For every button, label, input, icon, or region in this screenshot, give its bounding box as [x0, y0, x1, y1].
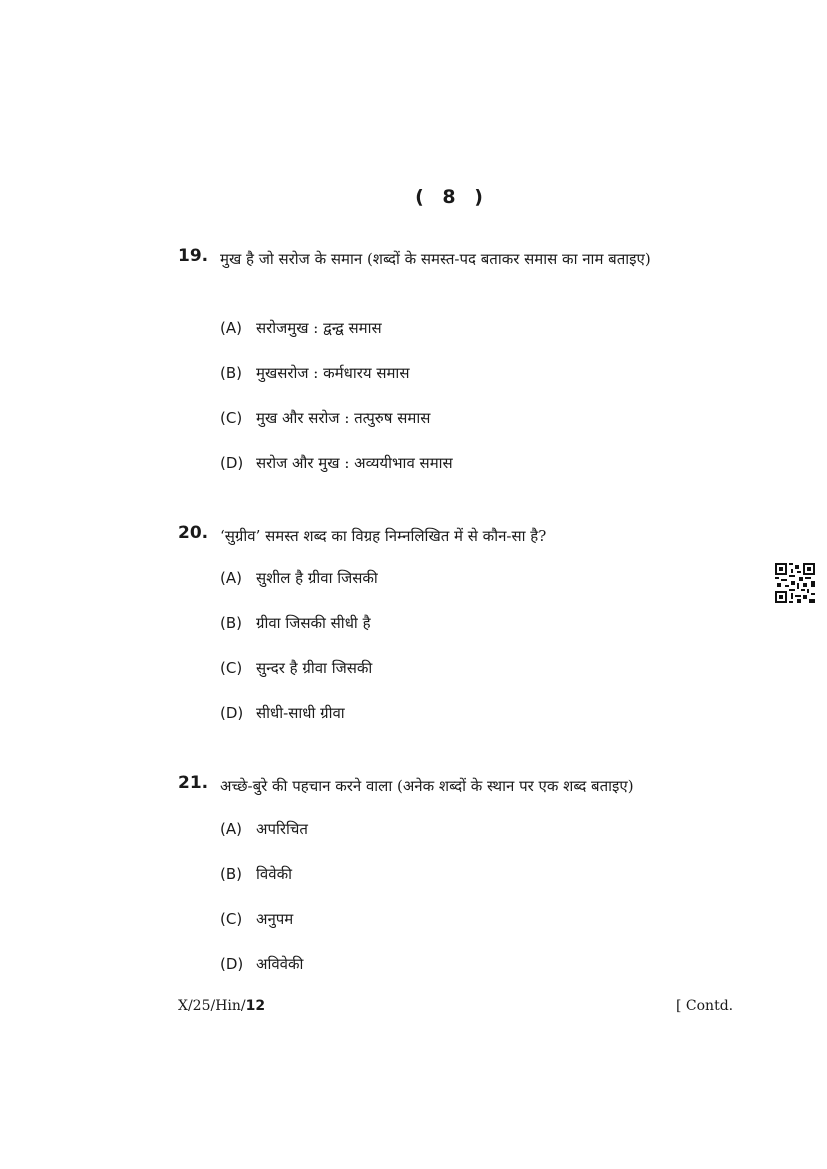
option-text: ग्रीवा जिसकी सीधी है — [256, 614, 371, 632]
option-label: (C) — [220, 409, 243, 427]
question-text: ‘सुग्रीव’ समस्त शब्द का विग्रह निम्नलिखित में से कौन-सा है? — [220, 527, 547, 545]
option-label: (C) — [220, 910, 243, 928]
option-b — [220, 363, 409, 383]
option-text: सरोज और मुख : अव्ययीभाव समास — [256, 454, 453, 472]
option-label: (A) — [220, 820, 242, 838]
question-19 — [178, 246, 693, 472]
option-text: मुख और सरोज : तत्पुरुष समास — [256, 409, 431, 427]
question-text: मुख है जो सरोज के समान (शब्दों के समस्त-पद बताकर समास का नाम बताइए) — [220, 250, 651, 268]
question-20 — [178, 523, 693, 722]
option-text: अविवेकी — [256, 955, 304, 973]
option-label: (D) — [220, 955, 244, 973]
option-text: विवेकी — [256, 865, 292, 883]
option-a — [220, 819, 308, 839]
option-a — [220, 568, 378, 588]
continued-label: [ Contd. — [676, 998, 734, 1014]
question-number: 20. — [178, 523, 209, 543]
option-label: (C) — [220, 659, 243, 677]
page-number: ( 8 ) — [415, 186, 489, 208]
option-text: सुन्दर है ग्रीवा जिसकी — [256, 659, 373, 677]
paper-code-number: 12 — [245, 998, 266, 1014]
option-text: सरोजमुख : द्वन्द्व समास — [256, 319, 382, 337]
option-label: (B) — [220, 364, 242, 382]
option-a — [220, 318, 382, 338]
option-label: (A) — [220, 319, 242, 337]
option-label: (B) — [220, 865, 242, 883]
option-d — [220, 954, 303, 974]
paper-code-prefix: X/25/Hin/ — [178, 998, 246, 1014]
option-d — [220, 703, 345, 723]
option-text: सीधी-साधी ग्रीवा — [256, 704, 345, 722]
option-c — [220, 658, 372, 678]
option-text: अपरिचित — [256, 820, 308, 838]
option-label: (B) — [220, 614, 242, 632]
qr-code-icon — [775, 563, 815, 603]
option-c — [220, 909, 293, 929]
question-21 — [178, 773, 693, 973]
option-label: (D) — [220, 704, 244, 722]
question-number: 19. — [178, 246, 209, 266]
option-b — [220, 864, 292, 884]
option-d — [220, 453, 453, 473]
option-text: सुशील है ग्रीवा जिसकी — [256, 569, 378, 587]
option-label: (D) — [220, 454, 244, 472]
question-text: अच्छे-बुरे की पहचान करने वाला (अनेक शब्दों के स्थान पर एक शब्द बताइए) — [220, 777, 634, 795]
paper-code — [178, 998, 265, 1014]
question-number: 21. — [178, 773, 209, 793]
option-c — [220, 408, 430, 428]
option-label: (A) — [220, 569, 242, 587]
option-text: मुखसरोज : कर्मधारय समास — [256, 364, 410, 382]
option-text: अनुपम — [256, 910, 294, 928]
option-b — [220, 613, 371, 633]
